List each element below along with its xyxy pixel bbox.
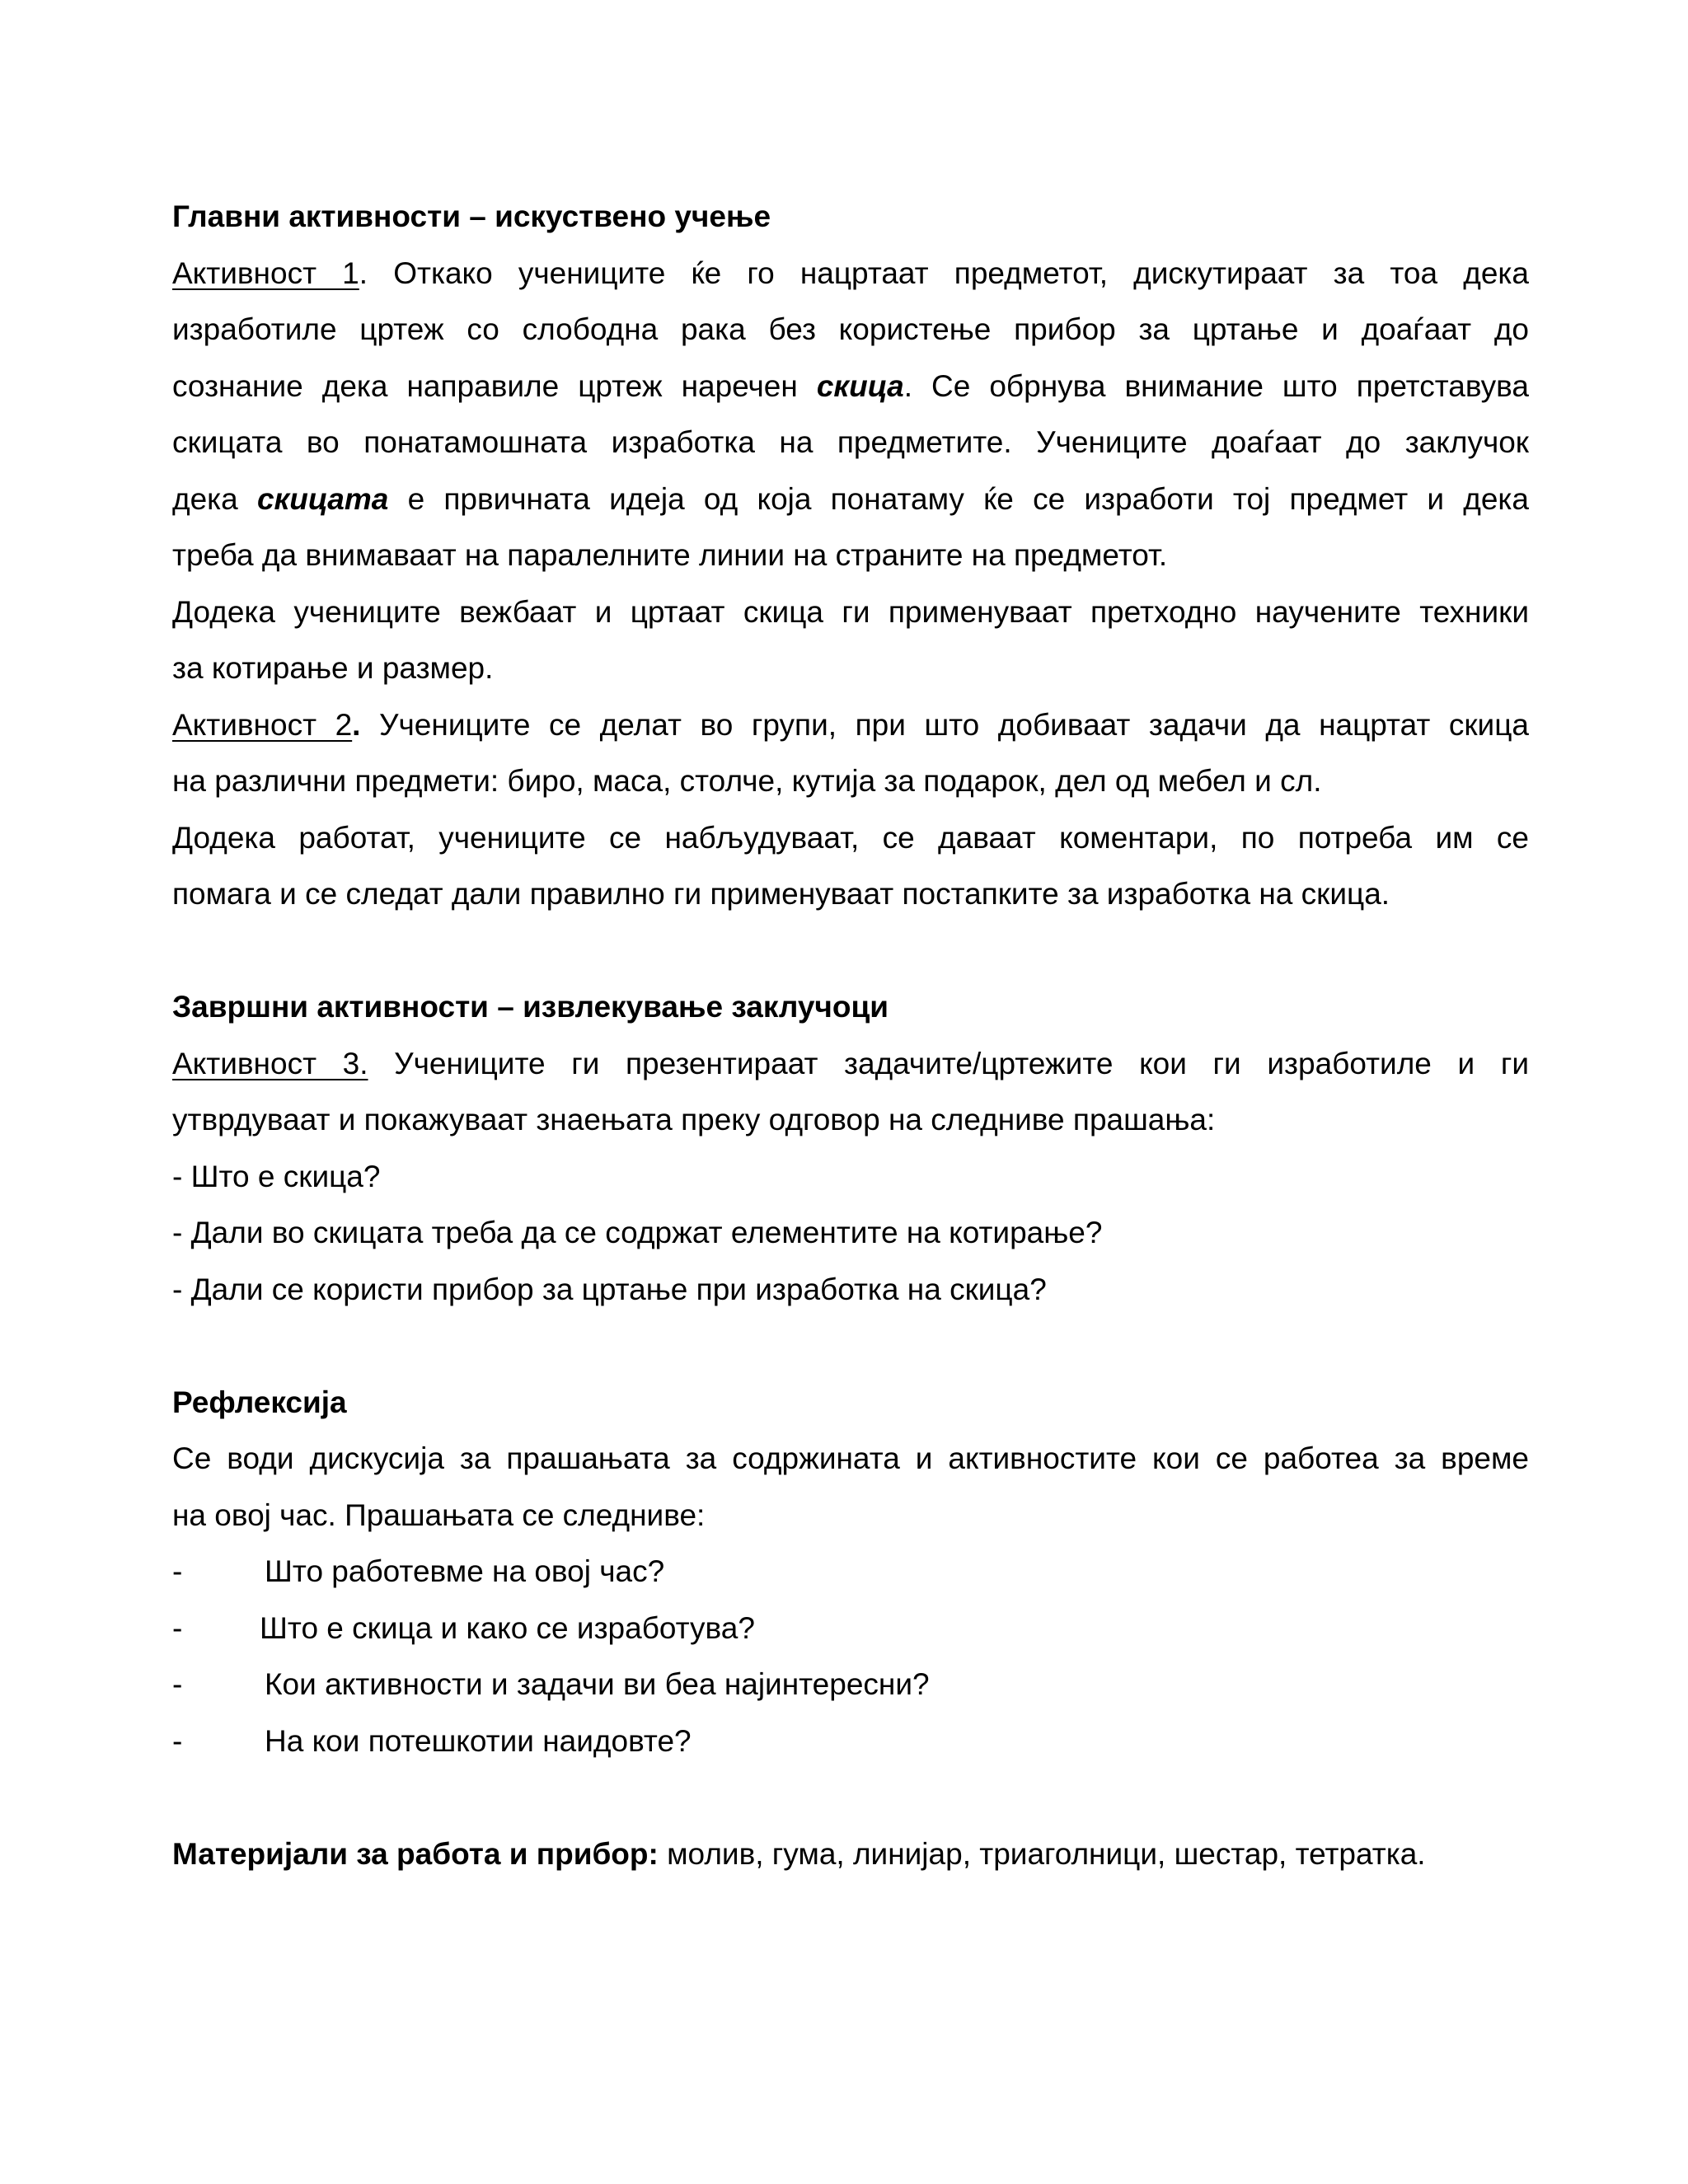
- activity2-line1-text: Учениците се делат во групи, при што добиваат задачи да нацртат скица: [360, 707, 1529, 742]
- activity1-line5: [172, 471, 1529, 528]
- reflection-bullet-text: На кои потешкотии наидовте?: [265, 1723, 692, 1758]
- activity3-line2: утврдуваат и покажуваат знаењата преку одговор на следниве прашања:: [172, 1103, 1216, 1137]
- reflection-bullet: [172, 1657, 1529, 1713]
- term-skicata: скицата: [256, 481, 389, 516]
- activity1-line5-pre: дека: [172, 481, 257, 516]
- reflection-bullet-text: Што е скица и како се изработува?: [260, 1610, 755, 1645]
- spacer: [172, 1769, 1529, 1826]
- activity3-line1: [172, 1036, 1529, 1093]
- para2-line2: за котирање и размер.: [172, 651, 494, 685]
- bullet-dash: -: [172, 1610, 183, 1645]
- document-page: [172, 189, 1529, 1882]
- reflection-bullet: [172, 1713, 1529, 1770]
- reflection-line2: на овој час. Прашањата се следниве:: [172, 1497, 706, 1532]
- para2-line1: Додека учениците вежбаат и цртаат скица ги применуваат претходно научените техники: [172, 594, 1529, 629]
- activity1-line1-text: . Откако учениците ќе го нацртаат предметот, дискутираат за тоа дека: [359, 255, 1529, 290]
- reflection-bullet: [172, 1544, 1529, 1601]
- section-heading-reflection: Рефлексија: [172, 1385, 347, 1419]
- activity1-line3: [172, 359, 1529, 415]
- bullet-dash: -: [172, 1723, 183, 1758]
- question-item: - Дали се користи прибор за цртање при изработка на скица?: [172, 1272, 1047, 1306]
- activity1-line5-post: е првичната идеја од која понатаму ќе се изработи тој предмет и дека: [388, 481, 1529, 516]
- activity3-line1-text: Учениците ги презентираат задачите/цртежите кои ги изработиле и ги: [368, 1046, 1529, 1080]
- term-skica: скица: [816, 368, 904, 403]
- reflection-bullet-text: Кои активности и задачи ви беа најинтересни?: [265, 1667, 930, 1701]
- bullet-dash: -: [172, 1667, 183, 1701]
- para3-line2: помага и се следат дали правилно ги применуваат постапките за изработка на скица.: [172, 877, 1390, 911]
- activity1-line4: скицата во понатамошната изработка на предметите. Учениците доаѓаат до заклучок: [172, 425, 1529, 459]
- reflection-line1: Се води дискусија за прашањата за содржината и активностите кои се работеа за време: [172, 1441, 1529, 1475]
- spacer: [172, 1318, 1529, 1375]
- materials-line: [172, 1826, 1529, 1883]
- activity2-line2: на различни предмети: биро, маса, столче, кутија за подарок, дел од мебел и сл.: [172, 764, 1322, 798]
- activity1-line6: треба да внимаваат на паралелните линии на страните на предметот.: [172, 538, 1168, 572]
- section-heading-main-activities: Главни активности – искуствено учење: [172, 199, 771, 233]
- activity1-label: Активност 1: [172, 255, 359, 290]
- activity2-label: Активност 2: [172, 707, 353, 742]
- para3-line1: Додека работат, учениците се набљудуваат, се даваат коментари, по потреба им се: [172, 820, 1529, 855]
- activity1-line3-post: . Се обрнува внимание што претставува: [903, 368, 1529, 403]
- activity2-label-suffix: .: [352, 707, 361, 742]
- question-item: - Што е скица?: [172, 1159, 381, 1193]
- activity1-line3-pre: сознание дека направиле цртеж наречен: [172, 368, 817, 403]
- section-heading-final-activities: Завршни активности – извлекување заклучоци: [172, 990, 889, 1024]
- activity1-line2: изработиле цртеж со слободна рака без користење прибор за цртање и доаѓаат до: [172, 312, 1529, 346]
- activity2-line1: [172, 697, 1529, 754]
- bullet-dash: -: [172, 1554, 183, 1588]
- activity1-line1: [172, 246, 1529, 302]
- spacer: [172, 923, 1529, 980]
- reflection-bullet: [172, 1601, 1529, 1657]
- activity3-label: Активност 3.: [172, 1046, 368, 1080]
- materials-text: молив, гума, линијар, триаголници, шестар, тетратка.: [658, 1836, 1426, 1871]
- reflection-bullet-text: Што работевме на овој час?: [265, 1554, 665, 1588]
- question-item: - Дали во скицата треба да се содржат елементите на котирање?: [172, 1216, 1103, 1249]
- materials-label: Материјали за работа и прибор:: [172, 1836, 659, 1871]
